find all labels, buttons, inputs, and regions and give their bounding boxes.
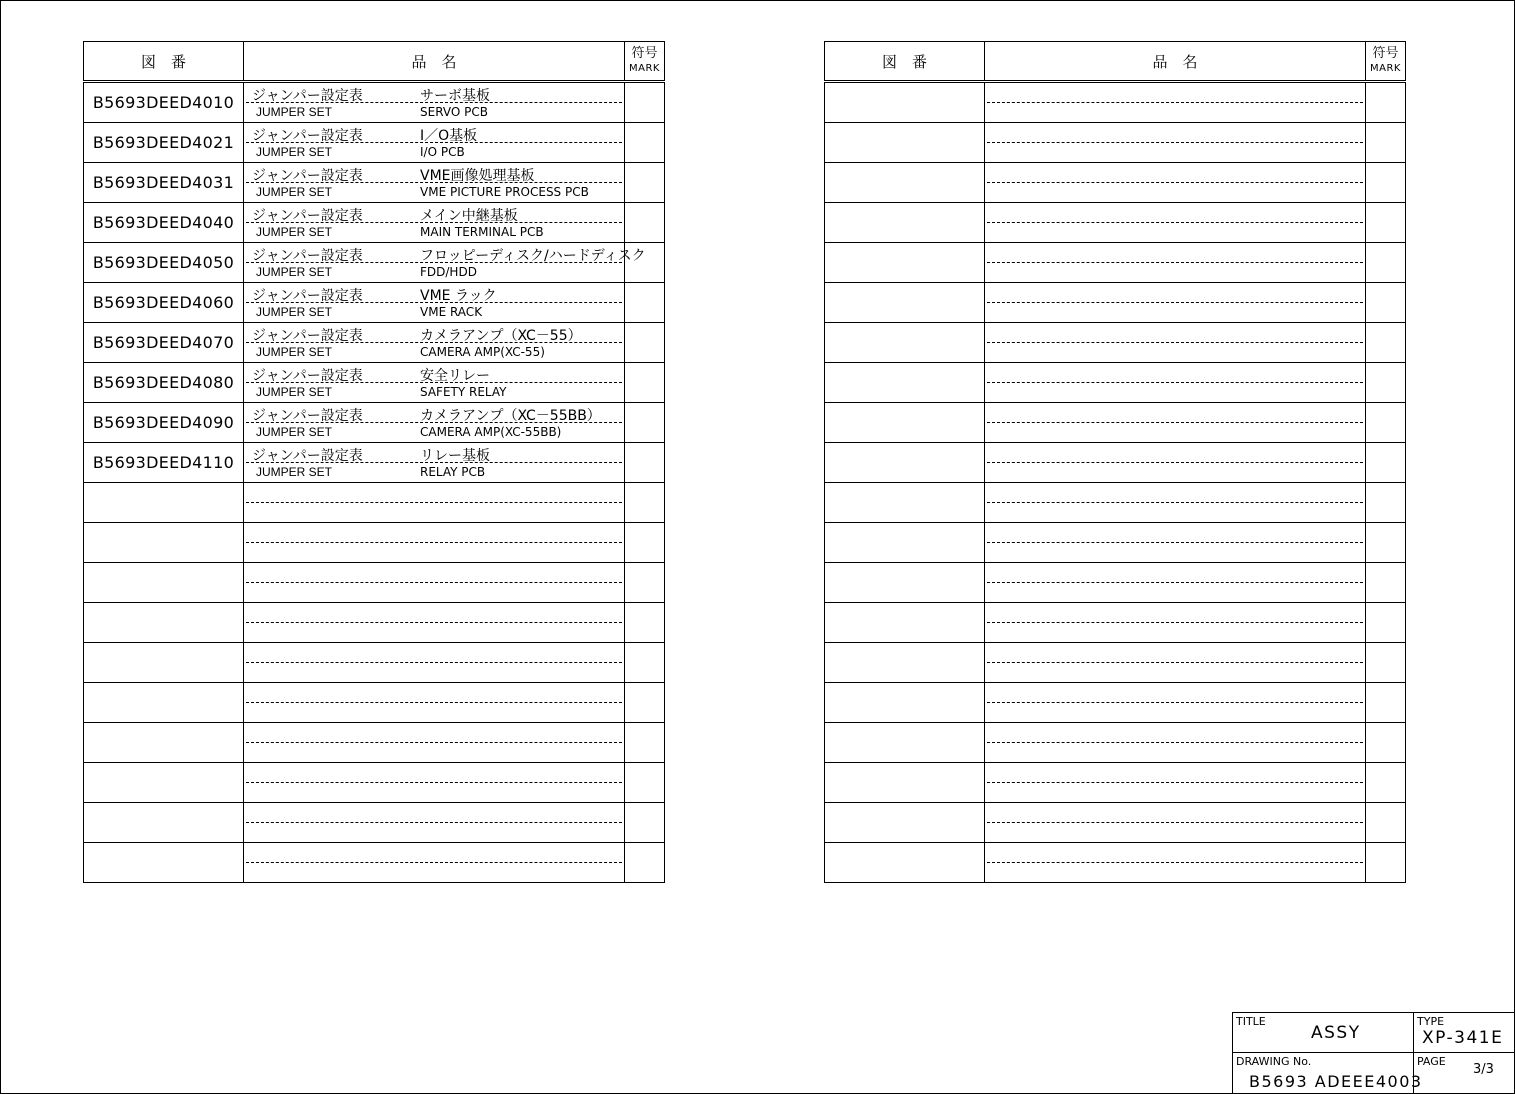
dashed-leader-line (246, 582, 622, 583)
part-name-cell (244, 723, 625, 763)
mark-cell (1366, 283, 1406, 323)
part-name-jp: カメラアンプ（XC－55） (420, 328, 582, 344)
table-row (84, 323, 665, 363)
part-name-cell (985, 243, 1366, 283)
part-name-jp: フロッピーディスク/ハードディスク (420, 248, 646, 264)
table-row (825, 203, 1406, 243)
part-name-en: MAIN TERMINAL PCB (420, 225, 544, 239)
dashed-leader-line (987, 222, 1363, 223)
mark-cell (1366, 363, 1406, 403)
part-name-en: SERVO PCB (420, 105, 488, 119)
dashed-leader-line (246, 862, 622, 863)
part-name-cell (244, 203, 625, 243)
drawing-no-cell (84, 603, 244, 643)
part-name-cell (985, 603, 1366, 643)
part-name-jp: リレー基板 (420, 448, 490, 464)
part-name-en-prefix: JUMPER SET (256, 385, 333, 399)
type-label: TYPE (1417, 1015, 1445, 1028)
dashed-leader-line (987, 102, 1363, 103)
part-name-cell (244, 603, 625, 643)
mark-cell (1366, 563, 1406, 603)
table-row (825, 163, 1406, 203)
part-name-cell (244, 763, 625, 803)
dashed-leader-line (987, 262, 1363, 263)
table-row (825, 683, 1406, 723)
dashed-leader-line (987, 142, 1363, 143)
page-label: PAGE (1417, 1055, 1446, 1068)
table-row (84, 243, 665, 283)
type-value: XP-341E (1422, 1028, 1504, 1048)
dashed-leader-line (987, 422, 1363, 423)
part-name-cell (244, 563, 625, 603)
part-name-jp-prefix: ジャンパー設定表 (252, 248, 363, 264)
mark-cell (625, 563, 665, 603)
part-name-cell (244, 163, 625, 203)
table-row (84, 523, 665, 563)
drawing-no-cell (825, 82, 985, 123)
part-name-cell (985, 363, 1366, 403)
dashed-leader-line (987, 822, 1363, 823)
drawing-no-cell (825, 403, 985, 443)
drawing-no-cell: B5693DEED4070 (84, 323, 244, 363)
mark-cell (1366, 603, 1406, 643)
drawing-no-cell: B5693DEED4110 (84, 443, 244, 483)
drawing-no-cell (825, 523, 985, 563)
table-row (84, 563, 665, 603)
part-name-jp-prefix: ジャンパー設定表 (252, 408, 363, 424)
part-name-en: CAMERA AMP(XC-55BB) (420, 425, 562, 439)
mark-cell (1366, 683, 1406, 723)
table-row (825, 443, 1406, 483)
title-value: ASSY (1311, 1023, 1361, 1043)
drawing-no-cell (84, 683, 244, 723)
drawing-no-cell (825, 843, 985, 883)
mark-cell (1366, 723, 1406, 763)
part-name-en: SAFETY RELAY (420, 385, 507, 399)
mark-cell (1366, 123, 1406, 163)
dashed-leader-line (987, 622, 1363, 623)
mark-cell (625, 443, 665, 483)
parts-table-right (824, 41, 1406, 883)
table-row (84, 443, 665, 483)
drawing-no-cell: B5693DEED4050 (84, 243, 244, 283)
header-row (84, 42, 665, 82)
drawing-no-cell (825, 763, 985, 803)
part-name-cell (985, 203, 1366, 243)
mark-cell (1366, 483, 1406, 523)
dashed-leader-line (987, 542, 1363, 543)
part-name-cell (985, 683, 1366, 723)
part-name-en: VME PICTURE PROCESS PCB (420, 185, 589, 199)
part-name-cell (985, 723, 1366, 763)
mark-cell (625, 283, 665, 323)
part-name-en-prefix: JUMPER SET (256, 465, 333, 479)
drawing-no-cell (825, 803, 985, 843)
dashed-leader-line (246, 782, 622, 783)
part-name-cell (985, 643, 1366, 683)
drawing-no-cell (84, 523, 244, 563)
part-name-cell (244, 123, 625, 163)
part-name-cell (985, 283, 1366, 323)
dashed-leader-line (246, 702, 622, 703)
table-row (825, 603, 1406, 643)
drawing-no-cell (84, 723, 244, 763)
part-name-jp: VME ラック (420, 288, 497, 304)
dashed-leader-line (987, 702, 1363, 703)
table-row (84, 82, 665, 123)
part-name-cell (244, 363, 625, 403)
dashed-leader-line (246, 542, 622, 543)
parts-table-left (83, 41, 665, 883)
table-row (84, 763, 665, 803)
drawing-no-cell: B5693DEED4060 (84, 283, 244, 323)
drawing-no-cell (825, 603, 985, 643)
part-name-cell (985, 803, 1366, 843)
mark-cell (1366, 523, 1406, 563)
part-name-en: CAMERA AMP(XC-55) (420, 345, 545, 359)
part-name-cell (244, 283, 625, 323)
table-row (84, 643, 665, 683)
drawing-no-cell (825, 243, 985, 283)
drawing-no-cell (825, 483, 985, 523)
table-row (825, 323, 1406, 363)
header-part-name: 品 名 (244, 42, 625, 82)
drawing-no-cell (84, 643, 244, 683)
drawing-no-cell (84, 563, 244, 603)
dashed-leader-line (987, 302, 1363, 303)
part-name-jp-prefix: ジャンパー設定表 (252, 448, 363, 464)
drawing-no-label: DRAWING No. (1236, 1055, 1312, 1068)
mark-cell (625, 163, 665, 203)
part-name-cell (244, 403, 625, 443)
table-row (84, 803, 665, 843)
mark-cell (625, 603, 665, 643)
drawing-no-cell (825, 203, 985, 243)
drawing-no-cell (84, 483, 244, 523)
dashed-leader-line (987, 502, 1363, 503)
table-row (825, 483, 1406, 523)
header-row (825, 42, 1406, 82)
table-row (825, 523, 1406, 563)
part-name-en: RELAY PCB (420, 465, 486, 479)
header-drawing-no: 図 番 (84, 42, 244, 82)
header-mark-jp: 符号 (631, 45, 658, 61)
table-row (825, 763, 1406, 803)
part-name-jp: 安全リレー (420, 368, 490, 384)
part-name-en-prefix: JUMPER SET (256, 185, 333, 199)
mark-cell (625, 643, 665, 683)
drawing-no-cell (84, 843, 244, 883)
part-name-jp-prefix: ジャンパー設定表 (252, 168, 363, 184)
header-part-name: 品 名 (985, 42, 1366, 82)
part-name-cell (985, 403, 1366, 443)
part-name-en-prefix: JUMPER SET (256, 145, 333, 159)
title-block-divider (1233, 1052, 1514, 1053)
table-row (825, 403, 1406, 443)
mark-cell (1366, 323, 1406, 363)
drawing-no-cell (825, 723, 985, 763)
part-name-jp: メイン中継基板 (420, 208, 518, 224)
table-row (825, 82, 1406, 123)
table-row (84, 683, 665, 723)
mark-cell (625, 523, 665, 563)
part-name-cell (985, 123, 1366, 163)
dashed-leader-line (987, 582, 1363, 583)
dashed-leader-line (987, 342, 1363, 343)
mark-cell (625, 203, 665, 243)
part-name-en: I/O PCB (420, 145, 465, 159)
part-name-en-prefix: JUMPER SET (256, 345, 333, 359)
dashed-leader-line (987, 182, 1363, 183)
dashed-leader-line (246, 822, 622, 823)
table-row (84, 163, 665, 203)
mark-cell (1366, 763, 1406, 803)
part-name-cell (985, 563, 1366, 603)
part-name-cell (985, 443, 1366, 483)
part-name-cell (244, 643, 625, 683)
part-name-jp: VME画像処理基板 (420, 168, 535, 184)
drawing-no-cell: B5693DEED4021 (84, 123, 244, 163)
mark-cell (1366, 803, 1406, 843)
table-row (825, 563, 1406, 603)
mark-cell (625, 683, 665, 723)
dashed-leader-line (987, 862, 1363, 863)
dashed-leader-line (987, 462, 1363, 463)
mark-cell (625, 723, 665, 763)
table-row (84, 723, 665, 763)
table-row (825, 803, 1406, 843)
header-mark-en: MARK (629, 62, 660, 74)
mark-cell (625, 363, 665, 403)
table-row (825, 843, 1406, 883)
drawing-no-cell (825, 123, 985, 163)
part-name-jp: カメラアンプ（XC－55BB） (420, 408, 601, 424)
part-name-en-prefix: JUMPER SET (256, 105, 333, 119)
dashed-leader-line (246, 622, 622, 623)
table-row (84, 403, 665, 443)
mark-cell (625, 403, 665, 443)
table-row (84, 843, 665, 883)
part-name-cell (985, 483, 1366, 523)
drawing-no-cell (825, 683, 985, 723)
part-name-en: VME RACK (420, 305, 483, 319)
part-name-en: FDD/HDD (420, 265, 477, 279)
header-drawing-no: 図 番 (825, 42, 985, 82)
part-name-cell (244, 243, 646, 283)
dashed-leader-line (246, 502, 622, 503)
mark-cell (1366, 243, 1406, 283)
mark-cell (625, 843, 665, 883)
mark-cell (625, 82, 665, 123)
part-name-cell (244, 683, 625, 723)
mark-cell (1366, 843, 1406, 883)
table-row (825, 643, 1406, 683)
part-name-cell (244, 843, 625, 883)
part-name-cell (244, 82, 625, 123)
part-name-jp-prefix: ジャンパー設定表 (252, 288, 363, 304)
title-block (1232, 1012, 1514, 1093)
part-name-jp: サーボ基板 (420, 88, 490, 104)
mark-cell (1366, 443, 1406, 483)
part-name-jp-prefix: ジャンパー設定表 (252, 328, 363, 344)
part-name-jp-prefix: ジャンパー設定表 (252, 128, 363, 144)
drawing-no-cell (825, 283, 985, 323)
mark-cell (1366, 403, 1406, 443)
dashed-leader-line (987, 382, 1363, 383)
part-name-cell (985, 763, 1366, 803)
mark-cell (625, 323, 665, 363)
page-value: 3/3 (1473, 1062, 1494, 1077)
drawing-no-cell (825, 563, 985, 603)
table-row (84, 363, 665, 403)
drawing-no-cell: B5693DEED4090 (84, 403, 244, 443)
mark-cell (625, 763, 665, 803)
table-row (84, 283, 665, 323)
drawing-no-cell (825, 443, 985, 483)
header-mark-jp: 符号 (1372, 45, 1399, 61)
part-name-jp-prefix: ジャンパー設定表 (252, 208, 363, 224)
table-row (84, 123, 665, 163)
part-name-en-prefix: JUMPER SET (256, 305, 333, 319)
drawing-no-cell: B5693DEED4040 (84, 203, 244, 243)
part-name-cell (244, 483, 625, 523)
part-name-cell (244, 443, 625, 483)
dashed-leader-line (987, 742, 1363, 743)
table-row (825, 363, 1406, 403)
table-row (84, 603, 665, 643)
drawing-no-value: B5693 ADEEE4003 (1249, 1072, 1423, 1091)
dashed-leader-line (987, 662, 1363, 663)
mark-cell (1366, 82, 1406, 123)
part-name-cell (244, 323, 625, 363)
drawing-no-cell (825, 643, 985, 683)
drawing-no-cell (825, 363, 985, 403)
mark-cell (1366, 163, 1406, 203)
dashed-leader-line (246, 742, 622, 743)
part-name-jp: I／O基板 (420, 128, 478, 144)
drawing-no-cell: B5693DEED4080 (84, 363, 244, 403)
part-name-jp-prefix: ジャンパー設定表 (252, 88, 363, 104)
part-name-en-prefix: JUMPER SET (256, 225, 333, 239)
header-mark-en: MARK (1370, 62, 1401, 74)
part-name-en-prefix: JUMPER SET (256, 425, 333, 439)
table-row (825, 283, 1406, 323)
part-name-cell (244, 523, 625, 563)
drawing-no-cell (84, 803, 244, 843)
table-row (84, 483, 665, 523)
table-row (825, 243, 1406, 283)
mark-cell (625, 483, 665, 523)
part-name-en-prefix: JUMPER SET (256, 265, 333, 279)
drawing-no-cell (825, 163, 985, 203)
drawing-no-cell (825, 323, 985, 363)
part-name-cell (985, 323, 1366, 363)
part-name-cell (985, 163, 1366, 203)
part-name-cell (985, 843, 1366, 883)
table-row (825, 123, 1406, 163)
mark-cell (625, 123, 665, 163)
part-name-cell (244, 803, 625, 843)
part-name-cell (985, 523, 1366, 563)
header-mark (1366, 42, 1406, 82)
header-mark (625, 42, 665, 82)
drawing-no-cell: B5693DEED4010 (84, 82, 244, 123)
part-name-cell (985, 82, 1366, 123)
part-name-jp-prefix: ジャンパー設定表 (252, 368, 363, 384)
drawing-no-cell: B5693DEED4031 (84, 163, 244, 203)
dashed-leader-line (987, 782, 1363, 783)
mark-cell (625, 803, 665, 843)
drawing-no-cell (84, 763, 244, 803)
mark-cell (1366, 203, 1406, 243)
table-row (84, 203, 665, 243)
table-row (825, 723, 1406, 763)
title-label: TITLE (1236, 1015, 1266, 1028)
dashed-leader-line (246, 662, 622, 663)
mark-cell (1366, 643, 1406, 683)
